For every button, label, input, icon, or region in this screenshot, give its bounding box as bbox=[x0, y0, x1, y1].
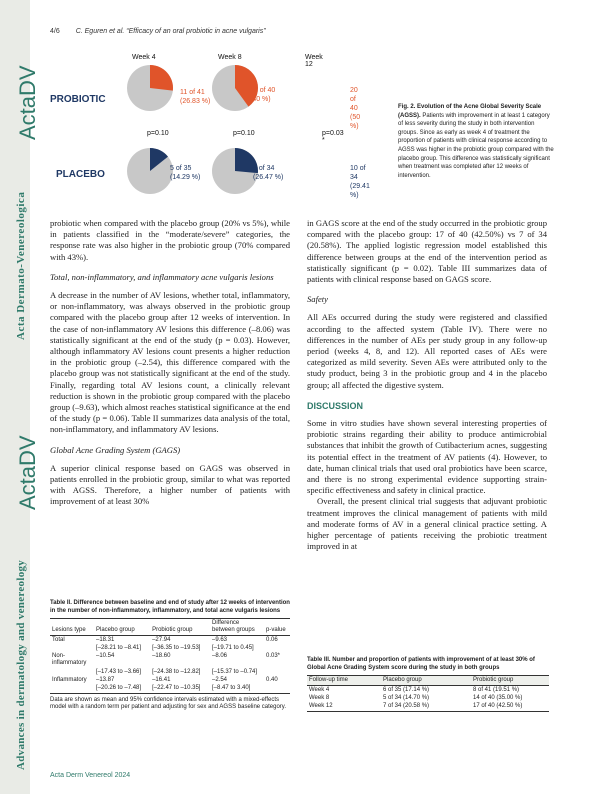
table-3-header: Probiotic group bbox=[471, 676, 549, 686]
page-footer: Acta Derm Venereol 2024 bbox=[50, 772, 131, 779]
table-2-note: Data are shown as mean and 95% confidence intervals estimated with a mixed-effects model with a random term per patient and adjusting for sex and AGSS baseline category. bbox=[50, 696, 287, 711]
table-2-grid bbox=[50, 618, 290, 693]
page-number: 4/6 bbox=[50, 28, 60, 35]
table-cell: [–22.47 to –10.35] bbox=[150, 684, 210, 693]
probiotic-week8-label: 16 of 40 (40 %) bbox=[250, 87, 276, 103]
probiotic-week4-label: 11 of 41 (26.83 %) bbox=[180, 89, 211, 105]
table-cell bbox=[264, 644, 290, 652]
table-row bbox=[50, 668, 290, 676]
table-cell: 0.06 bbox=[266, 636, 278, 643]
figure-2 bbox=[50, 48, 370, 203]
table-2-title: Table II. Difference between baseline and end of study after 12 weeks of intervention in the number of non-inflammatory, inflammatory, and total acne vulgaris lesions bbox=[50, 600, 290, 614]
table-cell: –2.54 bbox=[212, 676, 228, 683]
table-row bbox=[307, 694, 549, 702]
table-cell: 14 of 40 (35.00 %) bbox=[473, 694, 523, 701]
table-3-title: Table III. Number and proportion of patients with improvement of at least 30% of Global Acne Grading System score during the study in both groups bbox=[307, 657, 535, 671]
probiotic-week12-label: 20 of 40 (50 %) bbox=[350, 87, 361, 130]
table-row bbox=[50, 676, 290, 684]
table-cell: Total bbox=[52, 636, 65, 643]
pvalue-week12: p=0.03 * bbox=[322, 130, 344, 144]
table-2-header: Probiotic group bbox=[150, 619, 210, 636]
section-heading-lesions: Total, non-inflammatory, and inflammatory acne vulgaris lesions bbox=[50, 271, 274, 282]
table-3-header: Follow-up time bbox=[307, 676, 381, 686]
table-cell: Week 12 bbox=[307, 703, 381, 712]
caption-text: Patients with improvement in at least 1 category of less severity during the study in both intervention groups. Since as early as week 4 of treatment the proportion of patients with clinical response according to AGSS was higher in the probiotic group compared with the placebo group. This difference was statistically significant when treatment was completed after 12 weeks of intervention. bbox=[398, 112, 554, 179]
section-heading-gags: Global Acne Grading System (GAGS) bbox=[50, 444, 181, 455]
table-cell bbox=[50, 644, 94, 652]
right-paragraph-3: Some in vitro studies have shown several interesting properties of probiotic strains regarding their ability to produce antimicrobial substances that inhibit the growth of Cutibacterium acnes, suggesting its potential effect in the treatment of AV patients (4). However, to date, human clinical trials that used oral probiotics have been scarce, and there is no strong experimental evidence supporting strain-specific effectiveness and safety in clinical practice. bbox=[307, 418, 547, 496]
table-cell: 0.40 bbox=[266, 676, 278, 683]
table-3-header-row bbox=[307, 676, 549, 686]
pvalue-week8: p=0.10 bbox=[233, 130, 255, 137]
table-cell: 7 of 34 (20.58 %) bbox=[381, 703, 471, 712]
table-cell: –9.63 bbox=[212, 636, 228, 643]
table-cell: Non-inflammatory bbox=[52, 653, 87, 667]
table-cell: [–28.21 to –8.41] bbox=[96, 644, 142, 651]
section-heading-safety: Safety bbox=[307, 294, 328, 305]
table-row bbox=[50, 684, 290, 693]
right-paragraph-4: Overall, the present clinical trial suggests that adjuvant probiotic treatment improves the clinical management of patients with mild and moderate forms of AV in a general clinical practice setting. A higher percentage of patients receiving the probiotic treatment improved in at bbox=[307, 496, 547, 552]
table-cell: [–24.38 to –12.82] bbox=[152, 668, 201, 675]
table-cell: –10.54 bbox=[96, 653, 115, 660]
table-3 bbox=[307, 657, 549, 712]
table-cell: [–19.71 to 0.45] bbox=[212, 644, 254, 651]
left-paragraph-3: A superior clinical response based on GAGS was observed in patients enrolled in the probiotic group, similar to what was reported with AGSS. Therefore, a higher number of patients with improvement of at least 30% bbox=[50, 462, 290, 507]
table-row bbox=[307, 703, 549, 712]
placebo-week8-label: 9 of 34 (26.47 %) bbox=[253, 165, 284, 181]
table-2-header: Lesions type bbox=[50, 619, 94, 636]
left-paragraph-2: A decrease in the number of AV lesions, whether total, inflammatory, or non-inflammatory, was always observed in the probiotic group compared with the placebo group after 12 weeks of intervention. In the case of non-inflammatory AV lesions this difference (–8.06) was statistically significant at the end of the study (p = 0.03). However, although inflammatory AV lesions count presents a higher reduction in the probiotic group (–2.54), this difference compared with the placebo group was not statistically significant at the end of the study. Finally, regarding total AV lesions count, a clinically relevant reduction is shown in the probiotic group compared with the placebo group (–9.63), which almost reaches statistical significance at the end of the study (p = 0.06). Table II summarizes data analysis of the total, non-inflammatory, and inflammatory AV lesions. bbox=[50, 290, 290, 435]
table-row bbox=[50, 653, 290, 668]
figure-caption bbox=[398, 103, 556, 180]
table-cell bbox=[264, 684, 290, 693]
right-paragraph-1: in GAGS score at the end of the study occurred in the probiotic group compared with the placebo group: 17 of 40 (42.50%) vs 7 of 34 (20.58%). The applied logistic regression model established this difference between groups at the end of the intervention period as statistically significant (p = 0.02). Table III summarizes data of patients with clinical response based on GAGS score. bbox=[307, 218, 547, 285]
table-2-header: Difference between groups bbox=[210, 619, 264, 636]
table-cell: 5 of 34 (14.70 %) bbox=[383, 694, 430, 701]
table-cell bbox=[50, 668, 94, 676]
left-paragraph-1: probiotic when compared with the placebo group (20% vs 5%), while in patients classified in the “moderate/severe” categories, the response rate was also higher in the probiotic group (70% compared with 43%). bbox=[50, 218, 290, 262]
week-label-8: Week 8 bbox=[218, 54, 242, 61]
pvalue-week4: p=0.10 bbox=[147, 130, 169, 137]
journal-sidebar bbox=[0, 0, 40, 794]
table-3-header: Placebo group bbox=[381, 676, 471, 686]
table-cell: –18.60 bbox=[152, 653, 171, 660]
table-cell: [–15.37 to –0.74] bbox=[212, 668, 258, 675]
table-cell: –13.87 bbox=[96, 676, 115, 683]
table-cell: Inflammatory bbox=[52, 676, 87, 683]
sidebar-series: Advances in dermatology and venereology bbox=[15, 559, 27, 770]
table-cell bbox=[50, 684, 94, 693]
pie-probiotic-week-1-slice bbox=[150, 65, 173, 91]
table-cell: 17 of 40 (42.50 %) bbox=[471, 703, 549, 712]
sidebar-journal-name: Acta Dermato-Venereologica bbox=[15, 191, 27, 340]
table-cell: [–36.35 to –19.53] bbox=[152, 644, 201, 651]
table-3-grid bbox=[307, 675, 549, 712]
table-cell: 8 of 41 (19.51 %) bbox=[473, 686, 520, 693]
pie-placebo-week-1 bbox=[127, 148, 173, 194]
table-2-header: Placebo group bbox=[94, 619, 150, 636]
table-cell: [–8.47 to 3.40] bbox=[210, 684, 264, 693]
section-heading-discussion: DISCUSSION bbox=[307, 400, 364, 411]
left-column bbox=[50, 218, 290, 508]
table-cell: 6 of 35 (17.14 %) bbox=[383, 686, 430, 693]
table-cell: [–20.26 to –7.48] bbox=[94, 684, 150, 693]
table-cell: –18.31 bbox=[96, 636, 115, 643]
table-cell: 0.03* bbox=[266, 653, 281, 660]
placebo-week12-label: 10 of 34 (29.41 %) bbox=[350, 165, 370, 199]
pie-probiotic-week-1 bbox=[127, 65, 173, 111]
row-label-placebo: PLACEBO bbox=[56, 169, 105, 180]
table-cell: –16.41 bbox=[152, 676, 171, 683]
running-title: C. Eguren et al. “Efficacy of an oral probiotic in acne vulgaris” bbox=[75, 28, 266, 35]
right-column bbox=[307, 218, 547, 552]
table-cell: –8.06 bbox=[212, 653, 228, 660]
table-cell: [–17.43 to –3.66] bbox=[96, 668, 142, 675]
table-row bbox=[50, 644, 290, 652]
table-cell: Week 4 bbox=[309, 686, 330, 693]
table-2-header-row bbox=[50, 619, 290, 636]
week-label-12: Week 12 bbox=[305, 54, 323, 68]
table-cell bbox=[264, 668, 290, 676]
row-label-probiotic: PROBIOTIC bbox=[50, 94, 106, 105]
table-row bbox=[307, 686, 549, 695]
table-cell: Week 8 bbox=[309, 694, 330, 701]
week-label-4: Week 4 bbox=[132, 54, 156, 61]
sidebar-logo-bottom: ActaDV bbox=[15, 435, 40, 510]
table-row bbox=[50, 636, 290, 645]
pie-placebo-week-2 bbox=[212, 148, 258, 194]
table-2-header: p-value bbox=[264, 619, 290, 636]
running-header bbox=[50, 28, 266, 35]
table-cell: –27.94 bbox=[152, 636, 171, 643]
sidebar-logo-top: ActaDV bbox=[15, 65, 40, 140]
placebo-week4-label: 5 of 35 (14.29 %) bbox=[170, 165, 201, 181]
right-paragraph-2: All AEs occurred during the study were registered and classified according to the affected system (Table IV). There were no differences in the number of AEs per study group in any follow-up period (weeks 4, 8, and 12). All reported cases of AEs were categorized as mild severity. Seven AEs were attributed only to the study product, being 3 in the probiotic group and 4 in the placebo group; all affected the digestive system. bbox=[307, 312, 547, 390]
caption-label: Fig. 2. Evolution of the Acne Global Severity Scale (AGSS). bbox=[398, 104, 542, 119]
table-2 bbox=[50, 600, 290, 711]
